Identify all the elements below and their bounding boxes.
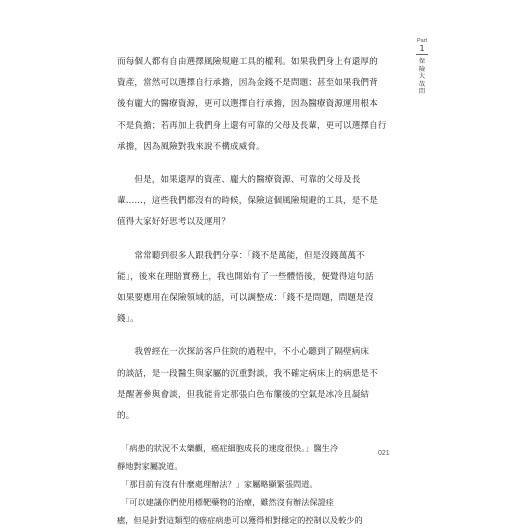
part-title-char: 哉: [418, 80, 426, 88]
paragraph-2: [117, 170, 389, 234]
quote-line: 靜地對家屬說道。: [117, 461, 183, 472]
part-title-char: 險: [418, 65, 426, 73]
quote-line: 「那目前有沒有什麼處理辦法？」家屬略顯緊張問道。: [117, 479, 318, 490]
part-label: Part: [416, 38, 428, 44]
text-line: 我曾經在一次探訪客戶住院的過程中，不小心聽到了隔壁病床: [117, 347, 370, 358]
paragraph-4: [117, 342, 389, 427]
part-title-char: 大: [418, 73, 426, 80]
text-line: 後有龐大的醫療資源，更可以選擇自行承擔，因為醫療資源運用根本: [117, 99, 378, 110]
part-title-char: 保: [418, 58, 426, 65]
text-line: 錢」。: [117, 314, 139, 325]
text-line: 值得大家好好思考以及運用？: [117, 217, 231, 228]
text-line: 不是負擔；若再加上我們身上還有可靠的父母及長輩，更可以選擇自行: [117, 120, 387, 131]
page-number: 021: [378, 450, 390, 457]
quote-line: 「可以建議你們使用標靶藥物的治療，雖然沒有辦法保證痊: [117, 497, 334, 508]
text-line: 常常聽到很多人跟我們分享：「錢不是萬能，但是沒錢萬萬不: [117, 250, 365, 261]
text-line: 輩……，這些我們都沒有的時候，保險這個風險規避的工具，是不是: [117, 196, 378, 207]
text-line: 承擔，因為風險對我來說不構成威脅。: [117, 141, 265, 152]
text-line: 如果要應用在保險領域的話，可以調整成：「錢不是問題，問題是沒: [117, 293, 374, 304]
part-divider: [416, 54, 428, 55]
part-title-char: 問: [418, 88, 426, 95]
paragraph-3: [117, 246, 389, 331]
dialogue: [117, 439, 389, 529]
text-line: 資產，當然可以選擇自行承擔，因為金錢不是問題；甚至如果我們背: [117, 78, 378, 89]
quote-line: 癒，但是針對這類型的癌症病患可以獲得相對穩定的控制以及較少的: [117, 515, 363, 526]
text-line: 能」，後來在理賠實務上，我也開始有了一些體悟後，便覺得這句話: [117, 271, 374, 282]
text-line: 而每個人都有自由選擇風險規避工具的權利。如果我們身上有還厚的: [117, 57, 378, 67]
text-line: 是醒著參與會談，但我能肯定那張白色布簾後的空氣是冰冷且凝結: [117, 389, 370, 400]
part-number: 1: [419, 44, 425, 53]
part-marker: [414, 38, 430, 96]
body-text: [117, 52, 389, 529]
text-line: 的談話，是一段醫生與家屬的沉重對談，我不確定病床上的病患是不: [117, 368, 378, 379]
text-line: 但是，如果還厚的資產、龐大的醫療資源、可靠的父母及長: [117, 175, 361, 186]
part-title: [414, 58, 430, 96]
quote-line: 「病患的狀況不太樂觀，癌症細胞成長的速度很快。」醫生冷: [117, 443, 339, 454]
paragraph-1: [117, 52, 389, 158]
text-line: 的。: [117, 411, 135, 422]
